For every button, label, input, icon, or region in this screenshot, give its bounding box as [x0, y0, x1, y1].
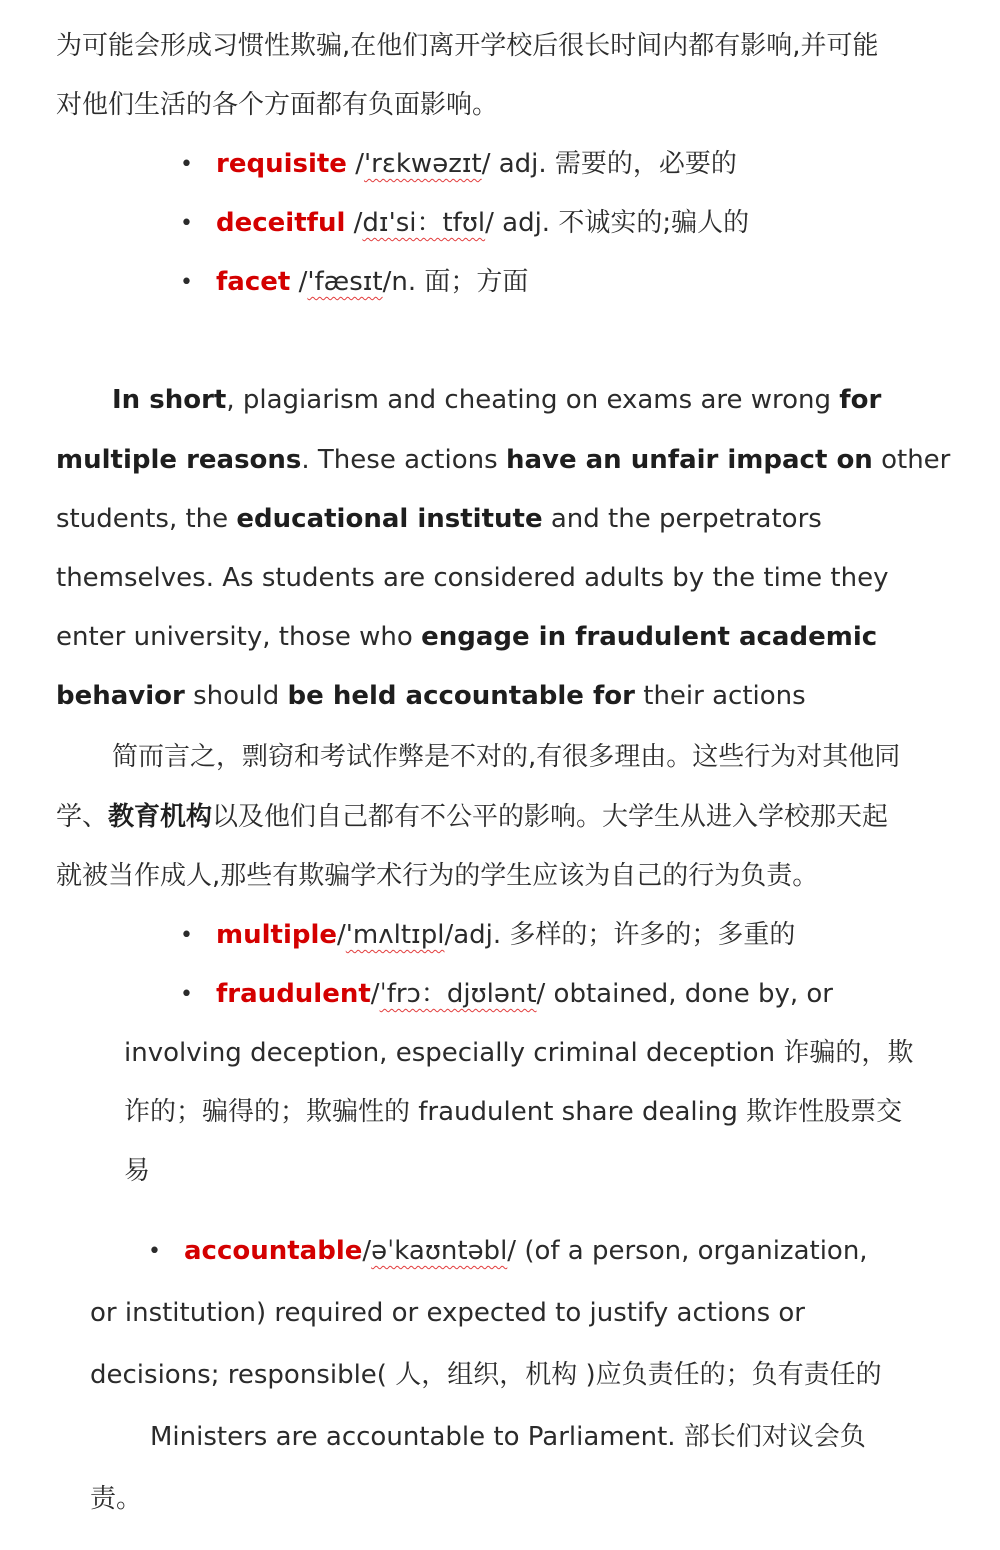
- bold-phrase: educational institute: [236, 504, 543, 534]
- bold-phrase: 教育机构: [108, 802, 213, 832]
- bullet: •: [180, 152, 193, 177]
- vocab-definition: / obtained, done by, or: [536, 979, 833, 1009]
- bullet: •: [180, 982, 193, 1007]
- vocab-term: requisite: [216, 149, 347, 179]
- vocab-sep: /: [345, 208, 363, 238]
- bold-phrase: for: [839, 385, 882, 415]
- vocab-phonetic: dɪ'si：tfʊl: [362, 208, 486, 238]
- vocab-definition: /adj. 多样的；许多的；多重的: [444, 920, 796, 950]
- bullet: •: [180, 270, 193, 295]
- fraudulent-line-2: involving deception, especially criminal deception 诈骗的，欺: [124, 1038, 914, 1068]
- bullet: •: [180, 211, 193, 236]
- vocab-sep: /: [290, 267, 308, 297]
- bold-phrase: multiple reasons: [56, 445, 302, 475]
- bold-phrase: engage in fraudulent academic: [421, 622, 878, 652]
- text: 学、: [56, 802, 109, 832]
- text: , plagiarism and cheating on exams are wrong: [226, 385, 840, 415]
- para-line-5: [56, 617, 877, 657]
- vocab-phonetic: 'fæsɪt: [307, 267, 383, 297]
- vocab-phonetic: 'mʌltɪpl: [345, 920, 445, 950]
- vocab-sep: /: [370, 979, 380, 1009]
- cn-line-3: 就被当作成人,那些有欺骗学术行为的学生应该为自己的行为负责。: [56, 861, 819, 891]
- fraudulent-line-3: 诈的；骗得的；欺骗性的 fraudulent share dealing 欺诈性股票交: [124, 1097, 903, 1127]
- vocab-definition: / adj. 不诚实的;骗人的: [485, 208, 750, 238]
- para-line-4: [56, 558, 888, 598]
- intro-line-2: 对他们生活的各个方面都有负面影响。: [56, 90, 499, 120]
- intro-line-1: 为可能会形成习惯性欺骗,在他们离开学校后很长时间内都有影响,并可能: [56, 31, 879, 61]
- vocab-item-facet: [216, 262, 528, 302]
- vocab-term: accountable: [184, 1236, 363, 1266]
- bullet: •: [180, 923, 193, 948]
- accountable-line-2: or institution) required or expected to justify actions or: [90, 1298, 805, 1328]
- text: should: [184, 681, 288, 711]
- vocab-phonetic: ˈfrɔ：djʊlənt: [379, 979, 537, 1009]
- cn-line-1: 简而言之，剽窃和考试作弊是不对的,有很多理由。这些行为对其他同: [112, 742, 901, 772]
- fraudulent-line-4: 易: [124, 1156, 151, 1186]
- vocab-phonetic: 'rɛkwəzɪt: [363, 149, 482, 179]
- bold-phrase: have an unfair impact on: [505, 445, 873, 475]
- bold-phrase: be held accountable for: [287, 681, 635, 711]
- vocab-sep: /: [337, 920, 346, 950]
- vocab-term: multiple: [216, 920, 338, 950]
- vocab-item-accountable: [184, 1231, 868, 1271]
- vocab-item-multiple: [216, 915, 795, 955]
- vocab-term: deceitful: [216, 208, 346, 238]
- vocab-sep: /: [362, 1236, 372, 1266]
- text: and the perpetrators: [542, 504, 822, 534]
- vocab-definition: /n. 面；方面: [382, 267, 529, 297]
- vocab-term: fraudulent: [216, 979, 371, 1009]
- vocab-item-fraudulent: [216, 974, 833, 1014]
- bold-phrase: behavior: [56, 681, 185, 711]
- vocab-definition: / (of a person, organization,: [507, 1236, 868, 1266]
- text: students, the: [56, 504, 237, 534]
- bullet: •: [148, 1239, 161, 1264]
- para-line-1: [112, 380, 881, 420]
- vocab-definition: / adj. 需要的，必要的: [481, 149, 737, 179]
- accountable-line-5: 责。: [90, 1484, 143, 1514]
- bold-phrase: In short: [112, 385, 227, 415]
- text: themselves. As students are considered adults by the time they: [56, 563, 889, 593]
- cn-line-2: [56, 797, 888, 837]
- accountable-line-4: Ministers are accountable to Parliament. 部长们对议会负: [150, 1422, 866, 1452]
- text: . These actions: [301, 445, 506, 475]
- para-line-2: [56, 440, 950, 480]
- text: other: [872, 445, 951, 475]
- text: their actions: [634, 681, 806, 711]
- para-line-3: [56, 499, 822, 539]
- text: enter university, those who: [56, 622, 422, 652]
- vocab-term: facet: [216, 267, 291, 297]
- vocab-item-deceitful: [216, 203, 749, 243]
- vocab-item-requisite: [216, 144, 737, 184]
- accountable-line-3: decisions; responsible( 人，组织，机构 )应负责任的；负有责任的: [90, 1360, 882, 1390]
- vocab-phonetic: əˈkaʊntəbl: [371, 1236, 508, 1266]
- para-line-6: [56, 676, 806, 716]
- vocab-sep: /: [346, 149, 364, 179]
- text: 以及他们自己都有不公平的影响。大学生从进入学校那天起: [212, 802, 889, 832]
